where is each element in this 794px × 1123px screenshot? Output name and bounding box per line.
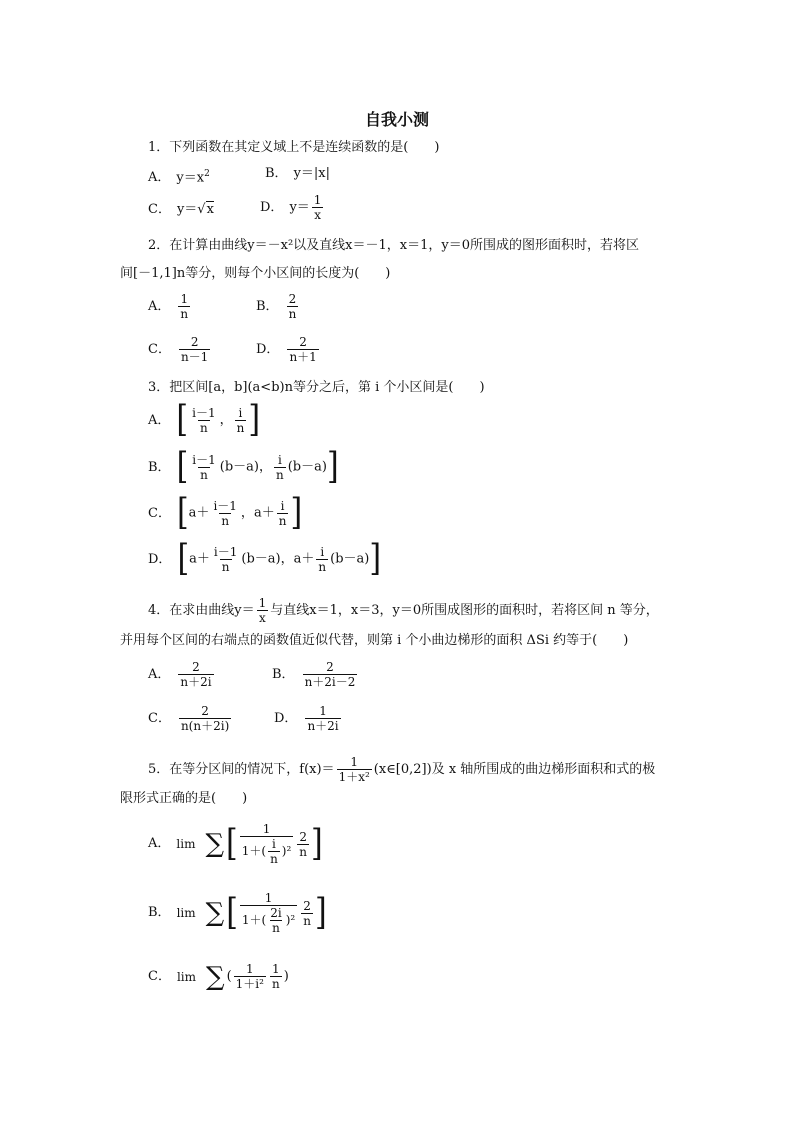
question-5-stem-line1: 5．在等分区间的情况下，f(x)＝ $\frac{1}{\text{1＋x²}}$ (x∈[0,2])及 x 轴所围成的曲边梯形面积和式的极: [148, 755, 656, 784]
q4-option-b: B． $\frac{2}{n+2i-2}$: [272, 660, 356, 689]
q5-option-a: A． lim ∑ [ 1 1＋( $\frac{i}{n}$ )² $\frac{2}{n}$ ]: [148, 822, 323, 866]
q4-option-d: D． $\frac{1}{n+2i}$: [274, 704, 339, 733]
q1-option-a: A． $y=x^2$: [148, 169, 210, 186]
q5-option-c: C． lim ∑ ( $\frac{1}{\text{1＋i²}}$ $\frac{1}{n}$ ): [148, 961, 289, 992]
q3-option-a: A． [ $\frac{i-1}{n}$ ， $\frac{i}{n}$ ]: [148, 398, 261, 441]
q1-option-d: D． y＝ $\frac{1}{x}$: [260, 193, 322, 222]
q3-option-d: D． [a＋ $\frac{i-1}{n}$ (b－a)，a＋ $\frac{i}{n}$ (b－a)]: [148, 537, 382, 580]
q2-option-c: C． $\frac{2}{n-1}$: [148, 335, 209, 364]
q1-option-b: B． y＝|x|: [265, 166, 330, 181]
q3-option-b: B． [ $\frac{i-1}{n}$ (b－a)， $\frac{i}{n}$ (b－a)]: [148, 445, 339, 488]
question-3-stem: 3．把区间[a，b](a<b)n等分之后，第 i 个小区间是( ): [148, 380, 485, 395]
q5-option-b: B． lim ∑ [ 1 1＋( $\frac{2i}{n}$ )² $\frac{2}{n}$ ]: [148, 891, 327, 935]
question-1-stem: 1．下列函数在其定义域上不是连续函数的是( ): [148, 140, 440, 155]
q2-option-b: B． $\frac{2}{n}$: [256, 292, 297, 321]
question-2-stem-line1: 2．在计算由曲线y＝－x²以及直线x＝－1，x＝1，y＝0所围成的图形面积时，若将区: [148, 238, 639, 253]
q3-option-c: C． [a＋ $\frac{i-1}{n}$ ，a＋ $\frac{i}{n}$ ]: [148, 491, 303, 534]
question-4-stem-line2: 并用每个区间的右端点的函数值近似代替，则第 i 个小曲边梯形的面积 ΔSi 约等于( ): [120, 633, 629, 648]
question-4-stem-line1: 4．在求由曲线y＝ $\frac{1}{x}$ 与直线x＝1，x＝3，y＝0所围成图形的面积时，若将区间 n 等分，: [148, 596, 659, 625]
q2-option-a: A． $\frac{1}{n}$: [148, 292, 189, 321]
page-title: 自我小测: [364, 110, 429, 129]
q4-option-c: C． $\frac{2}{n(n+2i)}$: [148, 704, 230, 733]
q2-option-d: D． $\frac{2}{n+1}$: [256, 335, 317, 364]
q1-option-c: C． y＝√x: [148, 202, 214, 217]
question-2-stem-line2: 间[－1,1]n等分，则每个小区间的长度为( ): [120, 266, 391, 281]
q4-option-a: A． $\frac{2}{n+2i}$: [148, 660, 212, 689]
question-5-stem-line2: 限形式正确的是( ): [120, 791, 248, 806]
